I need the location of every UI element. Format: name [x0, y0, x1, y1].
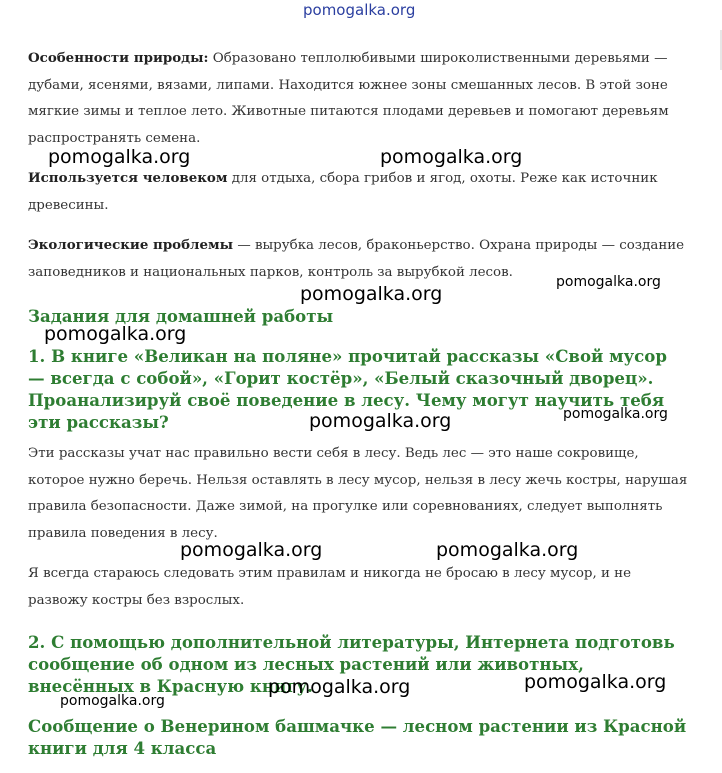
watermark: pomogalka.org	[180, 539, 323, 561]
watermark: pomogalka.org	[556, 274, 661, 290]
nature-paragraph	[28, 45, 688, 152]
watermark: pomogalka.org	[268, 676, 411, 698]
task1-answer-2: Я всегда стараюсь следовать этим правилам и никогда не бросаю в лесу мусор, и не развожу костры без взрослых.	[28, 566, 632, 608]
watermark: pomogalka.org	[309, 410, 452, 432]
message-heading: Сообщение о Венерином башмачке — лесном растении из Красной книги для 4 класса	[28, 716, 687, 758]
task2-question: 2. С помощью дополнительной литературы, Интернета подготовь сообщение об одном из лесных растений или животных, внесённых в Красную книгу.	[28, 632, 675, 696]
human-use-paragraph	[28, 165, 688, 219]
nature-label: Особенности природы:	[28, 50, 209, 66]
task1-answer-1: Эти рассказы учат нас правильно вести себя в лесу. Ведь лес — это наше сокровище, которое нужно беречь. Нельзя оставлять в лесу мусор, нельзя в лесу жечь костры, нарушая правила безопасности. Даже зимой, на прогулке или соревнованиях, следует выполнять правила поведения в лесу.	[28, 446, 688, 541]
watermark: pomogalka.org	[60, 693, 165, 709]
eco-text: — вырубка лесов, браконьерство. Охрана природы — создание заповедников и национальных парков, контроль за вырубкой лесов.	[28, 238, 685, 280]
watermark: pomogalka.org	[300, 283, 443, 305]
eco-label: Экологические проблемы	[28, 237, 234, 253]
task1-question: 1. В книге «Великан на поляне» прочитай рассказы «Свой мусор — всегда с собой», «Горит костёр», «Белый сказочный дворец». Проанализируй своё поведение в лесу. Чему могут научить тебя эти рассказы?	[28, 346, 667, 432]
watermark: pomogalka.org	[563, 406, 668, 422]
header-watermark: pomogalka.org	[303, 1, 416, 19]
watermark: pomogalka.org	[48, 146, 191, 168]
homework-heading: Задания для домашней работы	[28, 306, 334, 326]
watermark: pomogalka.org	[524, 671, 667, 693]
watermark: pomogalka.org	[44, 323, 187, 345]
watermark: pomogalka.org	[436, 539, 579, 561]
watermark: pomogalka.org	[380, 146, 523, 168]
human-use-text: для отдыха, сбора грибов и ягод, охоты. Реже как источник древесины.	[28, 171, 658, 213]
human-use-label: Используется человеком	[28, 170, 228, 186]
nature-text: Образовано теплолюбивыми широколиственными деревьями — дубами, ясенями, вязами, липами. Находится южнее зоны смешанных лесов. В этой зоне мягкие зимы и теплое лето. Животные питаются плодами деревьев и помогают деревьям распространять семена.	[28, 51, 669, 146]
